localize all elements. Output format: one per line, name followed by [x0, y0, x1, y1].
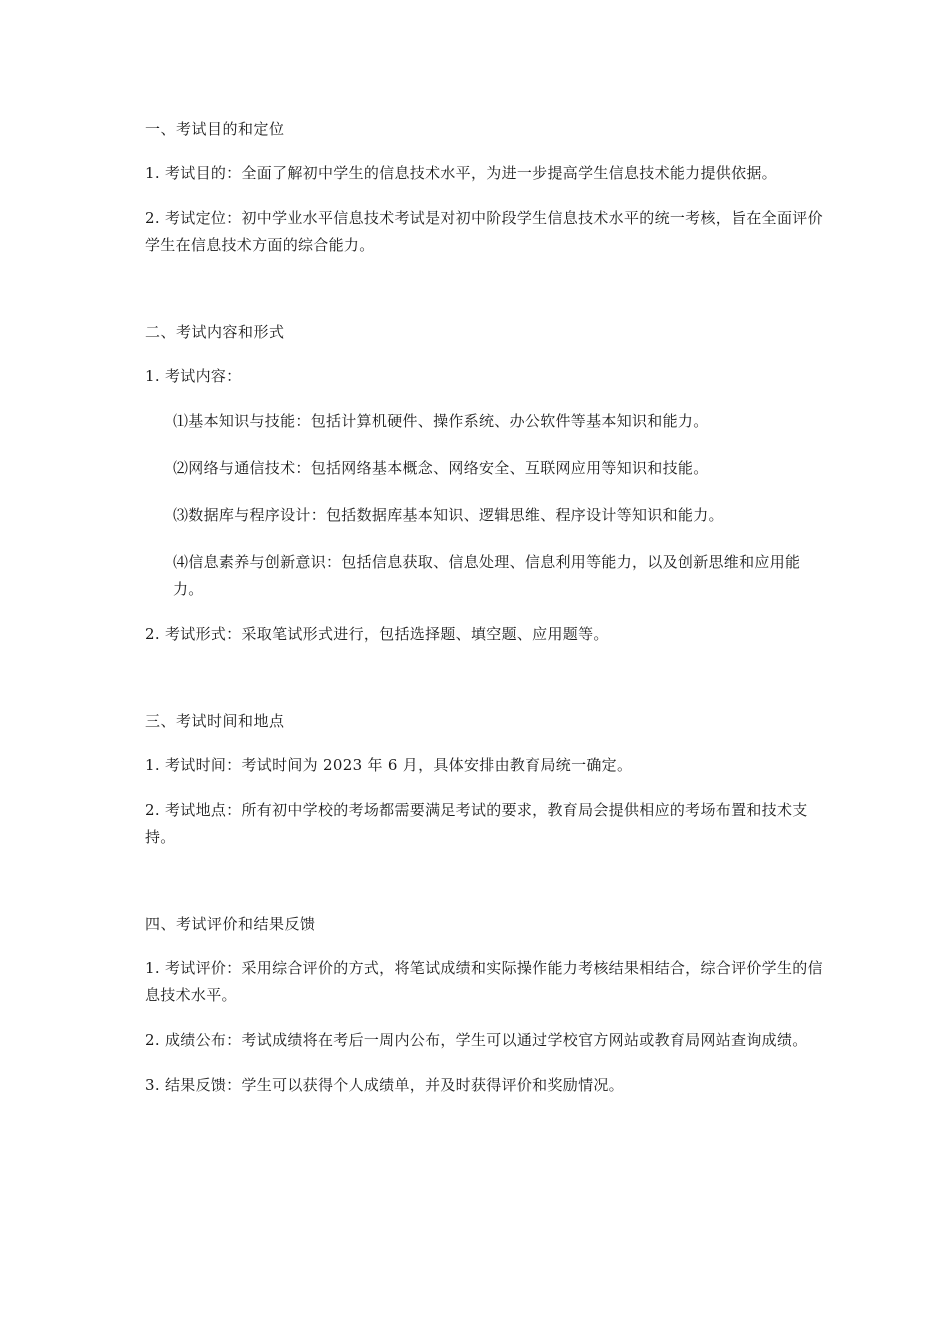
- paragraph: 3. 结果反馈：学生可以获得个人成绩单，并及时获得评价和奖励情况。: [145, 1076, 624, 1094]
- paragraph: 1. 考试目的：全面了解初中学生的信息技术水平，为进一步提高学生信息技术能力提供依据。: [145, 164, 777, 182]
- section-heading: 三、考试时间和地点: [145, 712, 285, 730]
- paragraph: 2. 成绩公布：考试成绩将在考后一周内公布，学生可以通过学校官方网站或教育局网站查询成绩。: [145, 1031, 808, 1049]
- sub-paragraph: ⑵网络与通信技术：包括网络基本概念、网络安全、互联网应用等知识和技能。: [173, 459, 709, 477]
- section-exam-evaluation: [145, 913, 825, 1099]
- document-body: [145, 118, 825, 1099]
- paragraph: 1. 考试内容：: [145, 367, 242, 385]
- section-exam-purpose: [145, 118, 825, 259]
- section-heading: 四、考试评价和结果反馈: [145, 915, 316, 933]
- section-heading: 二、考试内容和形式: [145, 323, 285, 341]
- section-exam-time-place: [145, 710, 825, 851]
- paragraph: 1. 考试评价：采用综合评价的方式，将笔试成绩和实际操作能力考核结果相结合，综合评价学生的信息技术水平。: [145, 959, 823, 1004]
- paragraph: 1. 考试时间：考试时间为 2023 年 6 月，具体安排由教育局统一确定。: [145, 756, 633, 774]
- paragraph: 2. 考试地点：所有初中学校的考场都需要满足考试的要求，教育局会提供相应的考场布置和技术支持。: [145, 801, 808, 846]
- paragraph: 2. 考试形式：采取笔试形式进行，包括选择题、填空题、应用题等。: [145, 625, 609, 643]
- sub-paragraph: ⑶数据库与程序设计：包括数据库基本知识、逻辑思维、程序设计等知识和能力。: [173, 506, 724, 524]
- sub-paragraph: ⑴基本知识与技能：包括计算机硬件、操作系统、办公软件等基本知识和能力。: [173, 412, 709, 430]
- section-exam-content: [145, 321, 825, 648]
- section-heading: 一、考试目的和定位: [145, 120, 285, 138]
- paragraph: 2. 考试定位：初中学业水平信息技术考试是对初中阶段学生信息技术水平的统一考核，旨在全面评价学生在信息技术方面的综合能力。: [145, 209, 823, 254]
- sub-paragraph: ⑷信息素养与创新意识：包括信息获取、信息处理、信息利用等能力，以及创新思维和应用能力。: [173, 553, 801, 598]
